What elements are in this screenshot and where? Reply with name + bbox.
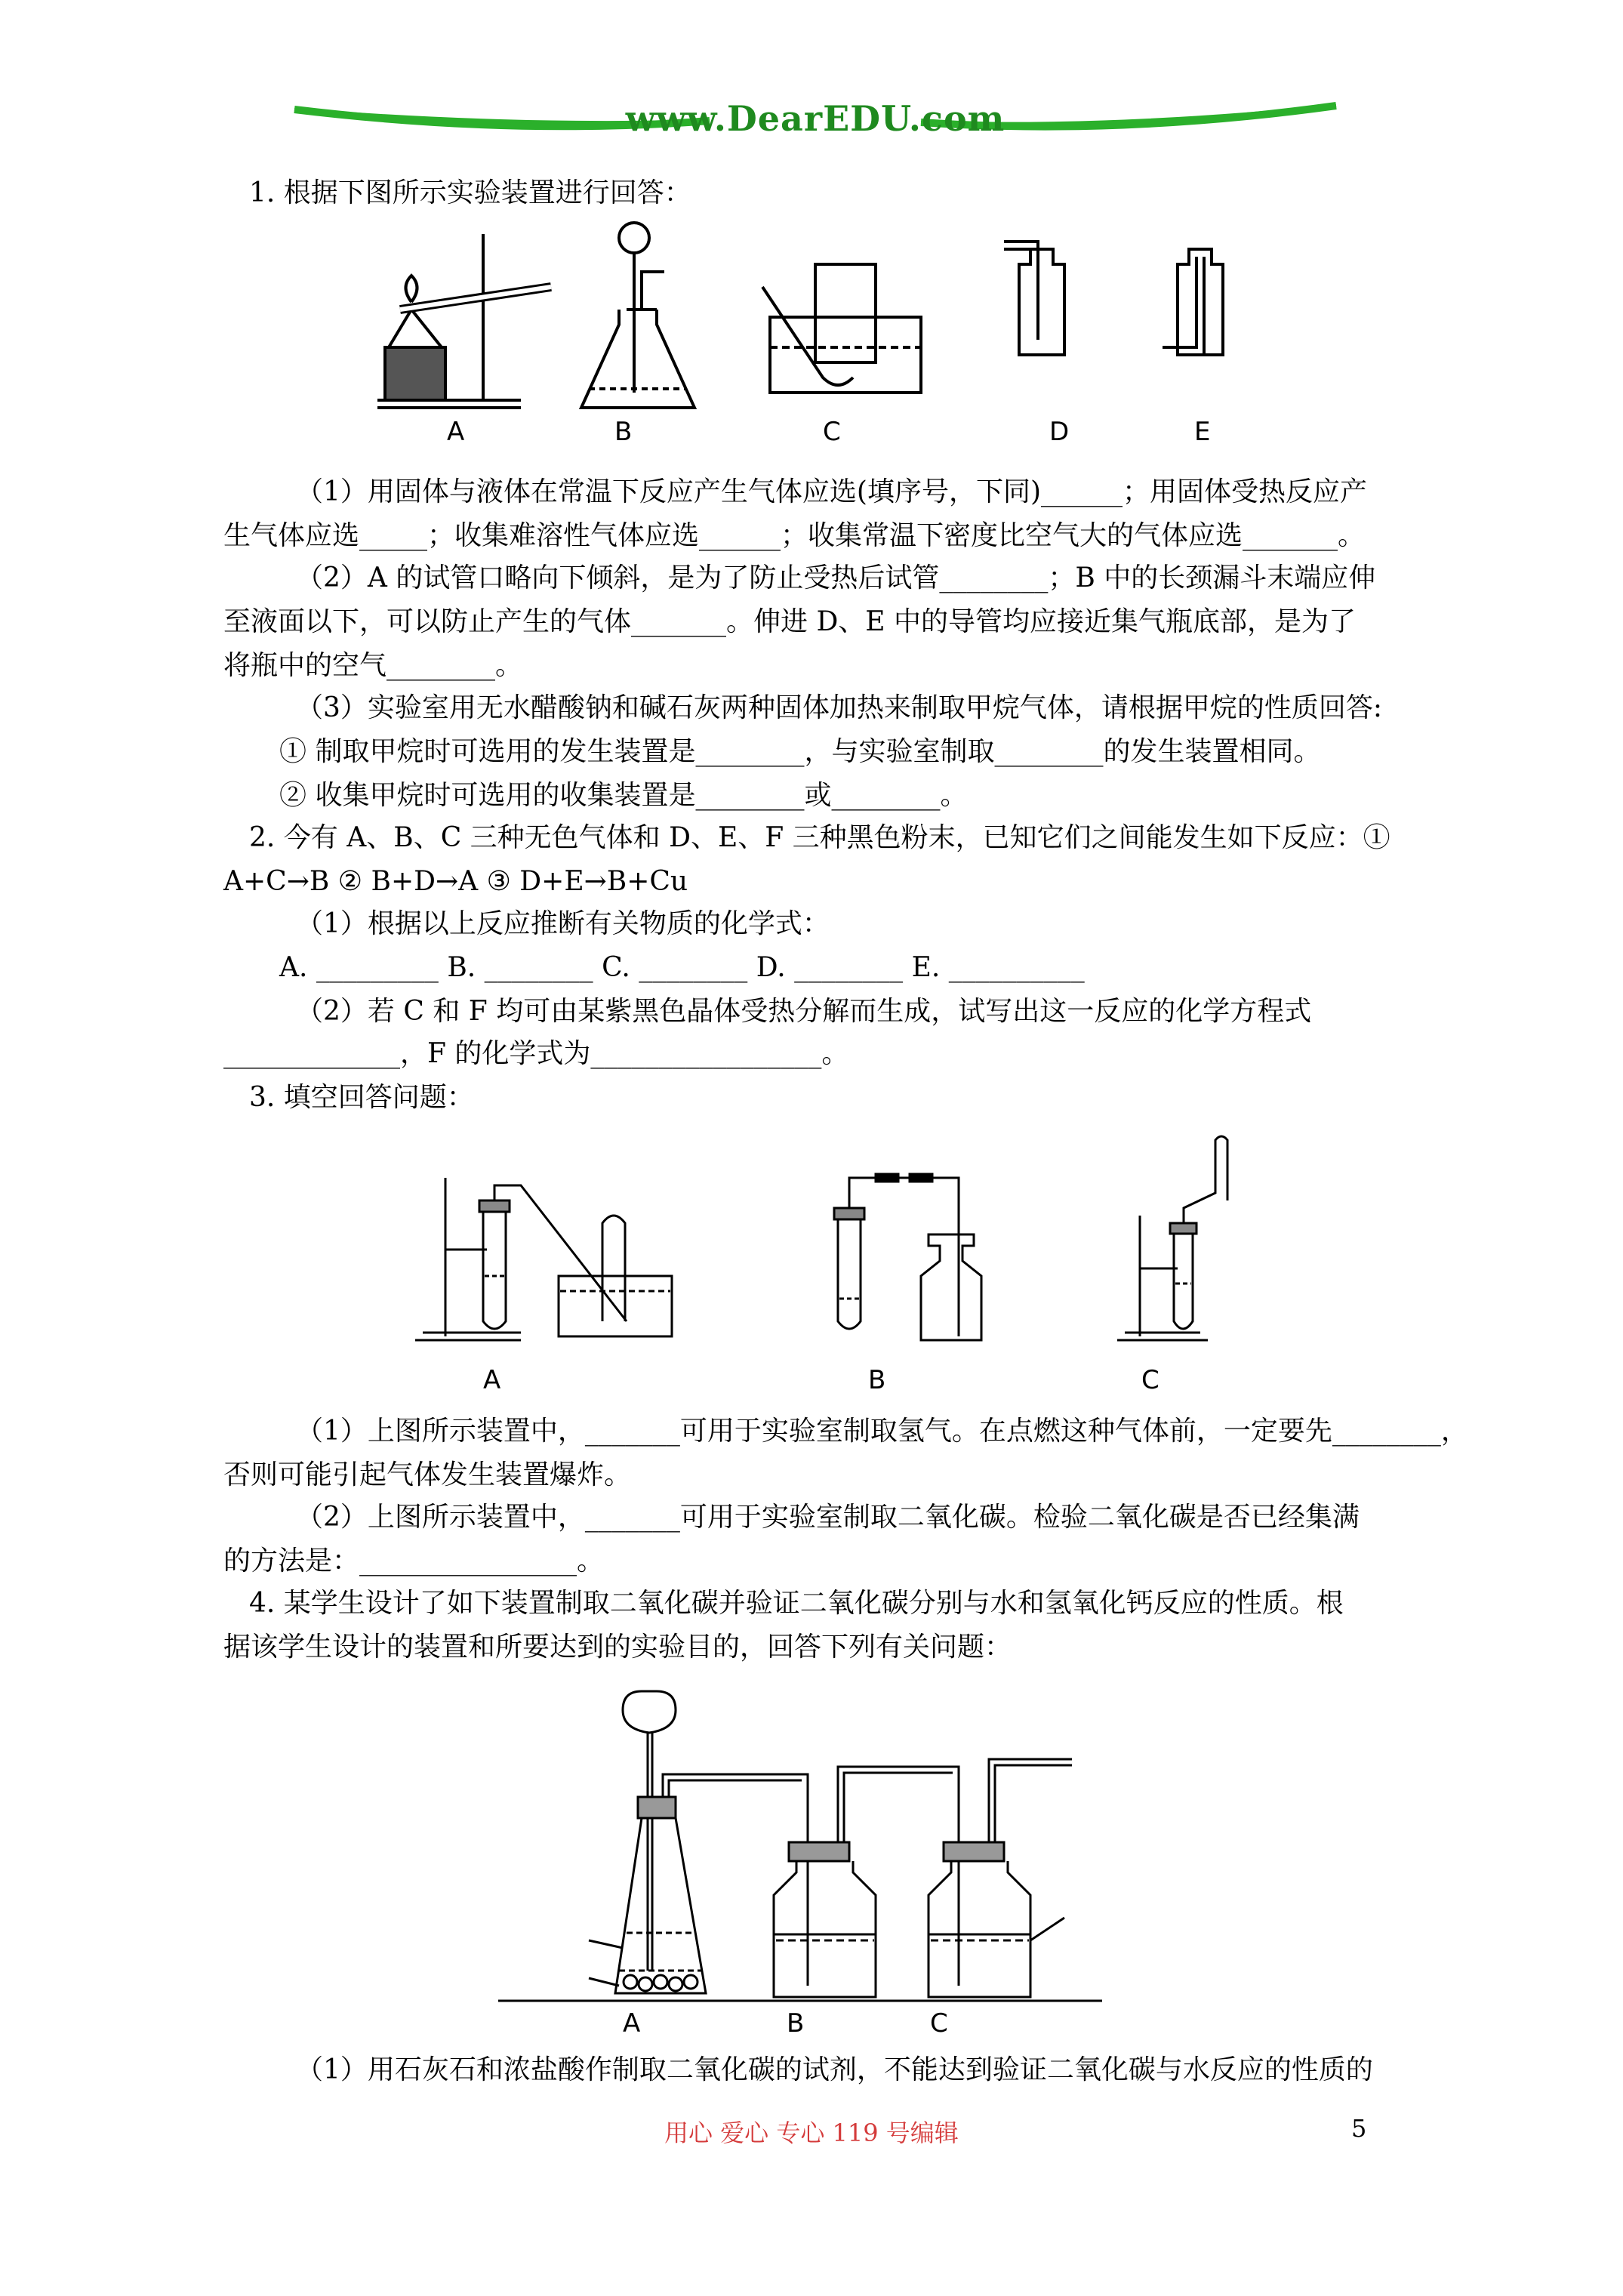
q1-label-a: A bbox=[447, 417, 465, 447]
q4-label-b: B bbox=[787, 2008, 805, 2039]
q4-line1: 4. 某学生设计了如下装置制取二氧化碳并验证二氧化碳分别与水和氢氧化钙反应的性质。根 bbox=[249, 1588, 1344, 1619]
q1-label-b: B bbox=[614, 417, 633, 447]
q4-apparatus-figure bbox=[491, 1669, 1110, 2016]
q3-p2-line2: 的方法是：________________。 bbox=[223, 1546, 605, 1576]
q3-label-c: C bbox=[1141, 1365, 1160, 1395]
q3-p1-line1: （1）上图所示装置中，_______可用于实验室制取氢气。在点燃这种气体前，一定要先________， bbox=[296, 1416, 1468, 1447]
q1-p3-line1: （3）实验室用无水醋酸钠和碱石灰两种固体加热来制取甲烷气体，请根据甲烷的性质回答: bbox=[296, 692, 1383, 723]
q2-line1: 2. 今有 A、B、C 三种无色气体和 D、E、F 三种黑色粉末，已知它们之间能发生如下反应：① bbox=[249, 822, 1390, 853]
q1-p2-line2: 至液面以下，可以防止产生的气体_______。伸进 D、E 中的导管均应接近集气瓶底部，是为了 bbox=[223, 606, 1357, 637]
q3-p2-line1: （2）上图所示装置中，_______可用于实验室制取二氧化碳。检验二氧化碳是否已经集满 bbox=[296, 1502, 1360, 1533]
q1-p3-line3: ② 收集甲烷时可选用的收集装置是________或________。 bbox=[279, 780, 968, 811]
q3-label-b: B bbox=[868, 1365, 886, 1395]
header-logo bbox=[287, 91, 1344, 159]
apparatus-c bbox=[1117, 1136, 1227, 1340]
q1-title: 1. 根据下图所示实验装置进行回答： bbox=[249, 177, 691, 208]
q2-line3: （1）根据以上反应推断有关物质的化学式： bbox=[296, 908, 830, 939]
q1-p1-line2: 生气体应选_____；收集难溶性气体应选______；收集常温下密度比空气大的气体应选_______。 bbox=[223, 520, 1366, 551]
q3-title: 3. 填空回答问题： bbox=[249, 1082, 474, 1113]
q4-label-c: C bbox=[930, 2008, 948, 2039]
limestone-pieces bbox=[624, 1975, 698, 1991]
apparatus-a bbox=[377, 234, 551, 408]
apparatus-b bbox=[581, 223, 694, 408]
q2-line5: （2）若 C 和 F 均可由某紫黑色晶体受热分解而生成，试写出这一反应的化学方程式 bbox=[296, 996, 1312, 1027]
apparatus-e bbox=[1163, 249, 1223, 355]
q4-line2: 据该学生设计的装置和所要达到的实验目的，回答下列有关问题： bbox=[223, 1632, 1012, 1663]
q3-p1-line2: 否则可能引起气体发生装置爆炸。 bbox=[223, 1459, 632, 1490]
apparatus-c bbox=[762, 264, 921, 393]
q3-apparatus-figure bbox=[400, 1133, 1291, 1359]
page-number: 5 bbox=[1351, 2114, 1367, 2143]
q1-label-c: C bbox=[823, 417, 841, 447]
footer-editor-note: 用心 爱心 专心 119 号编辑 bbox=[664, 2119, 959, 2147]
header-site-name[interactable]: www.DearEDU.com bbox=[625, 98, 1006, 139]
apparatus-b bbox=[834, 1174, 981, 1340]
q4-label-a: A bbox=[623, 2008, 641, 2039]
q1-p2-line1: （2）A 的试管口略向下倾斜，是为了防止受热后试管________；B 中的长颈漏斗末端应伸 bbox=[296, 562, 1376, 593]
q2-line4: A. _________ B. ________ C. ________ D. ________ E. __________ bbox=[279, 952, 1085, 983]
q4-p1-line1: （1）用石灰石和浓盐酸作制取二氧化碳的试剂，不能达到验证二氧化碳与水反应的性质的 bbox=[296, 2054, 1373, 2085]
q1-label-e: E bbox=[1194, 417, 1211, 447]
apparatus-a bbox=[415, 1178, 672, 1340]
q3-label-a: A bbox=[483, 1365, 501, 1395]
q1-label-d: D bbox=[1049, 417, 1070, 447]
q1-p3-line2: ① 制取甲烷时可选用的发生装置是________，与实验室制取________的发生装置相同。 bbox=[279, 736, 1321, 767]
q1-p1-line1: （1）用固体与液体在常温下反应产生气体应选(填序号，下同)______；用固体受热反应产 bbox=[296, 476, 1367, 507]
q2-line6: _____________，F 的化学式为_________________。 bbox=[223, 1038, 849, 1069]
q1-p2-line3: 将瓶中的空气________。 bbox=[223, 650, 523, 681]
q2-line2: A+C→B ② B+D→A ③ D+E→B+Cu bbox=[223, 866, 688, 897]
apparatus-d bbox=[1004, 242, 1064, 355]
